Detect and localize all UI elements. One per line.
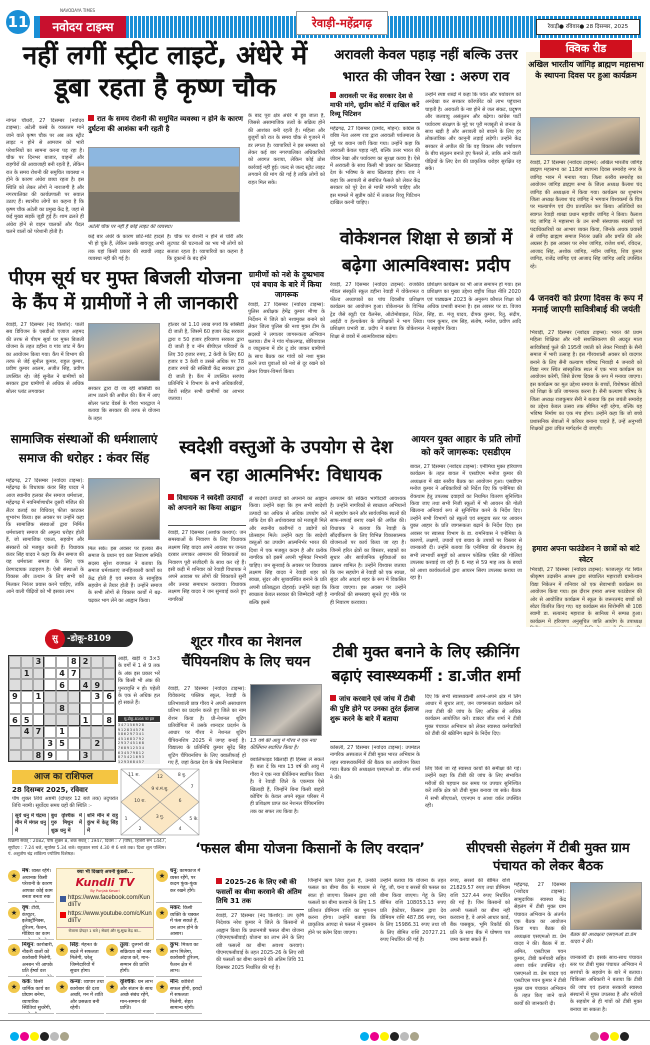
- sudoku-cell: [44, 656, 56, 668]
- horoscope-item: ★ वृष: टीवी, कंप्यूटर, इलेक्ट्रॉनिक्स, टूरिज्म, फैशन, मीडिया का काम: [8, 905, 54, 940]
- sudoku-cell: [33, 703, 45, 715]
- zodiac-text: धन लाभ और संतान के साथ अच्छे संबंध रहेंगे, मान-सम्मान की प्राप्ति।: [120, 980, 153, 1011]
- zodiac-icon: ★: [156, 907, 168, 919]
- zodiac-icon: ★: [8, 870, 20, 882]
- ad-youtube[interactable]: [60, 911, 153, 925]
- zodiac-text: कोशिशें सफल होंगी, इरादों में सफलता मिलेगी, सेहत सामान्य रहेगी।: [170, 980, 202, 1011]
- sudoku-answer-row: 451683792: [118, 736, 145, 741]
- aravali-subhead-text: अरावली पर केंद्र सरकार देश से माफी मांगे, सुप्रीम कोर्ट में दाखिल करें रिव्यू पिटिशन: [330, 92, 420, 118]
- zodiac-sign: सिंह: [70, 942, 79, 948]
- bottom-rule: [0, 1020, 650, 1021]
- iron-headline: आयरन युक्त आहार के प्रति लोगों को करें जागरूक: एसडीएम: [411, 435, 521, 458]
- kundli-house-label: 3 गु.: [155, 815, 165, 820]
- sudoku-cell: [68, 750, 80, 762]
- lead-col2: कई बार अंधेरे के कारण छोटे-मोटे हादसे भी हो चुके हैं, लेकिन उसके बावजूद अभी तक यहां किसी प्रकार की स्थायी लाइट व्यवस्था नहीं की गई है।: [88, 234, 164, 263]
- horoscope-item: ★ मीन: कोशिशें सफल होंगी, इरादों में सफलता मिलेगी, सेहत सामान्य रहेगी।: [156, 979, 202, 1014]
- zodiac-text: मित्रता का लाभ मिलेगा, कारोबारी टूरिज्म, फैशन क्षेत्र में लाभ।: [170, 943, 200, 974]
- registration-marks-center: [360, 1026, 420, 1045]
- page-number: 11: [6, 10, 30, 34]
- sudoku-answer-row: 875421693: [118, 755, 145, 760]
- zodiac-icon: ★: [156, 944, 168, 956]
- sudoku-cell: [103, 703, 115, 715]
- sudoku-cell: [21, 679, 33, 691]
- sudoku-answer-row: 586297341: [118, 732, 145, 737]
- sudoku-cell: [91, 668, 103, 680]
- sudoku-cell: [68, 726, 80, 738]
- sudoku-cell: 3: [44, 738, 56, 750]
- aravali-col2: उन्होंने स्पष्ट शब्दों में कहा कि पर्वत और पर्यावरण को अनदेखा कर सरकार कॉरपोरेट को लाभ पहुंचाना चाहती है। अरावली के नष्ट होने से जल संकट, प्रदूषण और जलवायु असंतुलन और बढ़ेगा। कांग्रेस पार्टी पर्यावरण संरक्षण के मुद्दे पर पूरी मजबूती से जनता के साथ खड़ी है और अरावली को बचाने के लिए हर लोकतांत्रिक और कानूनी लड़ाई लड़ेगी। उन्होंने केंद्र सरकार से अपील की कि वह विकास और पर्यावरण के बीच संतुलन बनाते हुए फैसले ले, ताकि आने वाली पीढ़ियों के लिए देश की प्राकृतिक धरोहर सुरक्षित रह सके।: [425, 92, 521, 173]
- sudoku-cell: [44, 668, 56, 680]
- quick-item1-photo: [530, 117, 640, 155]
- zodiac-sign: मकर: [170, 905, 180, 911]
- divider: [330, 741, 420, 742]
- kundli-house-label: 6: [178, 799, 182, 804]
- sudoku-cell: [91, 750, 103, 762]
- rashifal-title: आज का राशिफल: [12, 770, 118, 784]
- sudoku-cell: [44, 691, 56, 703]
- sudoku-answer-row: 293745168: [118, 741, 145, 746]
- sudoku-cell: [103, 679, 115, 691]
- sudoku-cell: 1: [33, 691, 45, 703]
- sudoku-cell: 7: [68, 668, 80, 680]
- zodiac-text: किसी धार्मिक कार्य का प्रोग्राम बनेगा, व्यापारिक स्थितियां सुधरेंगी,: [22, 980, 52, 1011]
- vocational-headline: वोकेशनल शिक्षा से छात्रों में बढ़ेगा आत्मविश्वास: प्रदीप: [339, 229, 513, 276]
- sudoku-banner-letter: सु: [45, 629, 65, 649]
- sudoku-cell: 1: [21, 668, 33, 680]
- quick-item1-body: रेवाड़ी, 27 दिसम्बर (नवोदय टाइम्स): अखिल भारतीय जांगिड़ ब्राह्मण महासभा का 118वां स्थापना दिवस समारोह नगर के जांगिड़ भवन में मनाया गया। जिला स्तरीय समारोह का आयोजन जांगिड़ ब्राह्मण सभा के जिला अध्यक्ष कैलाश चंद जांगिड़ की अध्यक्षता में किया गया। कार्यक्रम का शुभारंभ जिला अध्यक्ष कैलाश चंद जांगिड़ ने भगवान विश्वकर्मा के चित्र पर माल्यार्पण एवं दीप प्रज्वलित कर किया। अतिथियों का स्वागत रेवाड़ी शाखा प्रधान महावीर जांगिड़ ने किया। कैलाश चंद जांगिड़ ने महासभा के उन सभी संस्थापक सदस्यों एवं पदाधिकारियों का आभार व्यक्त किया, जिनके अथक प्रयासों से जांगिड़ ब्राह्मण समाज निरंतर उन्नति और प्रगति की ओर अग्रसर है। इस अवसर पर रमेश जांगिड़, राजेश शर्मा, रविदत्त, आजाद सिंह, अशोक जांगिड़, नवीन जांगिड़, शिव कुमार जांगिड़, राजेंद्र जांगिड़ एवं आजाद सिंह जांगिड़ आदि उपस्थित रहे।: [530, 160, 642, 270]
- sudoku-cell: 8: [68, 656, 80, 668]
- kundli-chart: [120, 768, 200, 836]
- quick-item3-headline: हमारा अपना फाउंडेशन ने छात्रों को बांटे स्वेटर: [532, 544, 640, 564]
- zodiac-text: कारोबारी, नौकरी वालों को कारोबारी मिलेगी, अनबन भी आपके प्रति ईर्ष्या वश: [22, 943, 54, 974]
- tb-col3: लिए किये जा रहे स्वास्थ्य कार्यों की समीक्षा की गई। उन्होंने कहा कि टीबी की जांच के लिए संभावित मरीजों की पहचान कर समय पर उपचार सुनिश्चित करें ताकि क्षेत्र को टीबी मुक्त बनाया जा सके। बैठक में सभी सीएचओ, एएनएम व आशा वर्कर उपस्थित रहीं।: [425, 766, 521, 810]
- zodiac-sign: मीन: [170, 979, 178, 985]
- nasha-headline: ग्रामीणों को नशे के दुष्प्रभाव एवं बचाव के बारे में किया जागरूक: [248, 270, 325, 299]
- samaj-col1: महेंद्रगढ़, 27 दिसम्बर (नवोदय टाइम्स): महेंद्रगढ़ के विधायक कंवर सिंह यादव ने आज स्थानीय हलका सैन समाज धर्मशाला, महेंद्रगढ़ में नवनिर्माणाधीन दूसरी मंजिल की लैंटर डलाई का विधिवत् फीता काटकर शुभारंभ किया। इस अवसर पर उन्होंने कहा कि सामाजिक संस्थाओं द्वारा निर्मित धर्मशालाएं समाज की अमूल्य धरोहर होती हैं, जो सामाजिक एकता, सहयोग और संस्कारों को मजबूत करती हैं। विधायक कंवर सिंह यादव ने कहा कि सैन समाज की यह धर्मशाला समाज के लिए एक प्रेरणादायक उदाहरण है। ऐसी संस्थाओं के विकास और उत्थान के लिए सभी को मिलकर निरंतर प्रयास करने चाहिए, ताकि आने वाली पीढ़ियों को भी इसका लाभ: [6, 478, 84, 596]
- tb-subhead-text: जांच करवाने एवं जांच में टीबी की पुष्टि होने पर उनका तुरंत ईलाज शुरू करने के बारे में बताया: [330, 695, 419, 723]
- zodiac-sign: धनु: [170, 868, 177, 874]
- sudoku-cell: [9, 656, 21, 668]
- sudoku-cell: [68, 703, 80, 715]
- zodiac-icon: ★: [8, 944, 20, 956]
- sudoku-cell: [44, 714, 56, 726]
- sudoku-cell: [68, 691, 80, 703]
- horoscope-item: ★ मिथुन: कारोबारी, नौकरी वालों को कारोबारी मिलेगी, अनबन भी आपके प्रति ईर्ष्या वश: [8, 942, 54, 977]
- horoscope-item: ★ कन्या: व्यापार तथा कारोबार की दशा अच्छी, मन में शांति और प्रसन्नता बनी रहेगी।: [56, 979, 104, 1014]
- youtube-link[interactable]: https://www.youtube.com/c/KundliTv: [68, 911, 152, 924]
- sudoku-cell: [103, 668, 115, 680]
- sudoku-cell: 6: [103, 691, 115, 703]
- fasal-col3: उन्होंने बताया कि योजना के तहत गेहूं, जौ, चना व सरसों की फसल का बीमा किया जाएगा। गेहूं के लिए बीमित राशि 108053.13 रुपए प्रति हेक्टेयर, किसान द्वारा देय प्रीमियम राशि 487.86 रुपए, चना के लिए 15986.31 रुपए तथा जौ के लिए बीमित राशि 20727.21 रुपए निर्धारित की गई है।: [380, 878, 446, 944]
- chc-caption: बैठक की अध्यक्षता एसएमओ डा.प्रेम यादव ने की।: [570, 932, 636, 945]
- chc-col2: जानकारी दी। इसके साथ-साथ पंचायत स्तर पर टीबी मुक्त पंचायत अभियान में सरपंचों के सहयोग के बारे में बताया। चिकित्सा अधिकारी ने बताया कि टीबी की जांच एवं इलाज सरकारी स्वास्थ्य संस्थानों में मुफ्त उपलब्ध है और मरीजों के सहयोग से ही गांवों को टीबी मुक्त बनाया जा सकता है।: [570, 955, 642, 1013]
- shooter-caption: 13 वर्ष की आयु में गौरव ने एक नया कीर्तिमान स्थापित किया है।: [250, 738, 317, 751]
- horoscope-item: ★ मकर: किसी व्यक्ति के चक्कर में फंस सकते हैं, धन लाभ होने के आसार।: [156, 905, 202, 940]
- kundli-house-label: 2: [138, 827, 142, 832]
- zodiac-sign: वृश्चिक: [120, 979, 135, 985]
- sudoku-cell: 9: [44, 750, 56, 762]
- kundli-house-label: 7: [190, 785, 194, 790]
- pm-headline: पीएम सूर्य घर मुफ्त बिजली योजना के कैंप में ग्रामीणों ने ली जानकारी: [8, 268, 242, 314]
- youtube-icon: [60, 912, 66, 918]
- sudoku-cell: [33, 668, 45, 680]
- sudoku-cell: [68, 679, 80, 691]
- pm-col3: होल्डर को 1.10 लाख रुपये कि सब्सिडी दी जाती है, जिसमें 60 हजार केंद्र सरकार द्वारा व 50 हजार हरियाणा सरकार द्वारा दी जाती है व नॉन बीपीएल परिवारों के लिए 30 हजार रुपए, 2 केवी के लिए 60 हजार व 3 केवी व उससे अधिक पर 78 हजार रुपये की सब्सिडी केंद्र सरकार द्वारा दी जाती है। कैंप में उपस्थित सरपंच प्रतिनिधि ने विभाग के सभी अधिकारियों, वेंडरों सहित सभी ग्रामीणों का आभार जताया।: [168, 322, 244, 403]
- kundli-house-label: 10 रा.: [134, 799, 146, 804]
- facebook-link[interactable]: https://www.facebook.com/KundliTv: [68, 895, 151, 908]
- sudoku-answer-row: 129368457: [118, 759, 145, 764]
- edition-label: रेवाड़ी-महेंद्रगढ़: [296, 11, 388, 35]
- aravali-col1: महेंद्रगढ़, 27 दिसम्बर (प्रमोद, मोहन): कांग्रेस के वरिष्ठ नेता अरुण राव द्वारा अरावली पर्वतमाला के मुद्दे पर बयान जारी किया गया। उन्होंने कहा कि अरावली केवल पहाड़ नहीं, बल्कि उत्तर भारत की जीवन रेखा और पर्यावरण का सुरक्षा कवच है। ऐसे में अरावली के साथ किसी भी प्रकार का खिलवाड़ देश के भविष्य के साथ खिलवाड़ होगा। राव ने कहा कि अरावली से संबंधित फैसले को लेकर केंद्र सरकार को पूरे देश से माफी मांगनी चाहिए और इस मामले में सुप्रीम कोर्ट में तत्काल रिव्यू पिटिशन दाखिल करनी चाहिए।: [330, 126, 420, 207]
- samaj-headline: सामाजिक संस्थाओं की धर्मशालाएं समाज की धरोहर : कंवर सिंह: [10, 432, 158, 465]
- sudoku-cell: 4: [80, 679, 92, 691]
- sudoku-cell: [44, 703, 56, 715]
- sudoku-cell: [9, 679, 21, 691]
- zodiac-text: व्यस्त रहेंगे। अचानक किसी परेशानी के कारण आपका कोई काम बनता बनता रुक: [22, 869, 53, 900]
- sudoku-answer-row: 912834576: [118, 727, 145, 732]
- kundli-house-label: 12: [157, 775, 163, 780]
- zodiac-icon: ★: [56, 944, 68, 956]
- sudoku-cell: 8: [56, 703, 68, 715]
- swadeshi-subhead: [168, 494, 246, 513]
- sudoku-cell: 7: [33, 726, 45, 738]
- sudoku-cell: 8: [103, 714, 115, 726]
- sudoku-cell: 9: [9, 691, 21, 703]
- rashifal-footer: विक्रमी संवत् : 2082, पौष शुक्ल 8, शक संवत् : 1947, दिवस : 7 (पौष), हिजरी सन 1447, सूर्योदय : 7.24 बजे, सूर्यास्त 5.34 बजे। राहुकाल सायं 4.30 से 6 बजे तक। दिशा शूल पश्चिम। पं. अशुतोष चंद्र शांडिल्य ज्योतिष विशेषज्ञ।: [8, 838, 166, 860]
- zodiac-sign: मिथुन: [22, 942, 34, 948]
- lead-col1: नांगल चौधरी, 27 दिसम्बर (नवोदय टाइम्स): अटेली कस्बे के व्यस्ततम माने जाने वाले कृष्ण चौक पर अब तक स्ट्रीट लाइट न होने से आमजन को भारी परेशानियों का सामना करना पड़ रहा है। चौक पर दिनभर बाजार, वाहनों और राहगीरों की आवाजाही बनी रहती है, लेकिन रात के समय रोशनी की समुचित व्यवस्था न होने के कारण अंधेरा छाया रहता है। इस स्थिति को लेकर लोगों ने नाराजगी है और नगरपालिका की कार्यप्रणाली पर सवाल उठाए हैं। स्थानीय लोगों का कहना है कि कृष्ण चौक अटेली का प्रमुख केंद्र है, जहां से कई मुख्य सड़कें जुड़ी हुई हैं। शाम ढलते ही अंधेरा होने से वाहन चालकों और पैदल चलने वालों को परेशानी होती है।: [6, 118, 84, 236]
- sudoku-cell: [21, 750, 33, 762]
- sudoku-cell: [21, 738, 33, 750]
- sudoku-grid: [8, 655, 116, 762]
- lead-caption: अटेली चौक पर नहीं है कोई लाइट की व्यवस्था।: [88, 224, 173, 230]
- registration-marks-right: [590, 1026, 630, 1045]
- swadeshi-col2: से स्वदेशी उत्पादों को अपनाने का आह्वान किया। उन्होंने कहा कि हम सभी स्वदेशी उत्पादों का अधिक से अधिक उपयोग करें ताकि देश की अर्थव्यवस्था को मजबूती मिले और स्थानीय कारीगरों व उद्योगों को प्रोत्साहन मिले। उन्होंने कहा कि स्वदेशी वस्तुओं का उपयोग आत्मनिर्भर भारत की दिशा में एक मजबूत कदम है और प्रत्येक नागरिक को इसमें अपनी भूमिका निभानी चाहिए। जन सुनवाई के अवसर पर विधायक लक्ष्मण सिंह यादव ने रेवाड़ी शहर को स्वच्छ, सुंदर और सुव्यवस्थित बनाने के प्रति अपनी प्रतिबद्धता दोहराई। उन्होंने कहा कि स्वच्छता केवल सरकार की जिम्मेदारी नहीं है बल्कि इसमें: [249, 496, 327, 606]
- sudoku-cell: 4: [21, 726, 33, 738]
- lead-subhead: [88, 115, 244, 134]
- swadeshi-headline: स्वदेशी वस्तुओं के उपयोग से देश बन रहा आत्मनिर्भर: विधायक: [179, 437, 393, 486]
- sudoku-answer-grid: [118, 723, 160, 764]
- fasal-headline: ‘फसल बीमा योजना किसानों के लिए वरदान’: [195, 841, 425, 857]
- sudoku-cell: 2: [80, 656, 92, 668]
- kundli-house-label: 1: [124, 817, 128, 822]
- zodiac-icon: ★: [106, 981, 118, 993]
- horoscope-item: ★ सिंह: मेहनत के बदले में सफलता मिलेगी, घरेलू जिम्मेदारियों में सुधार होगा।: [56, 942, 104, 977]
- shooter-col2: क्वालिफाइड खिलाड़ी ही हिस्सा ले सकते हैं। बता दें कि मात्र 13 वर्ष की आयु में गौरव ने एक नया कीर्तिमान स्थापित किया है। वे रेवाड़ी जिले के एकमात्र ऐसे खिलाड़ी हैं, जिन्होंने बिना किसी बाहरी कोचिंग के केवल अपने स्कूल परिसर में ही प्रशिक्षण प्राप्त कर नेशनल चैंपियनशिप तक का सफर तय किया है।: [250, 757, 324, 815]
- ad-facebook[interactable]: [60, 895, 153, 909]
- sudoku-cell: [103, 726, 115, 738]
- zodiac-sign: मेष: [22, 868, 29, 874]
- shooter-photo: [250, 684, 322, 736]
- sudoku-cell: 9: [91, 679, 103, 691]
- fasal-col4: रुपए, सरसों की बीमित राशि 21829.57 रुपए तथा प्रीमियम राशि 327.44 रुपए निर्धारित की गई है। जिन किसानों को अपनी फसलों का बीमा नहीं करवाना है, वे अपने आधार कार्ड, बैंक पासबुक, भूमि रिकॉर्ड की प्रति के साथ बैंक में घोषणा पत्र जमा करवा सकते हैं।: [450, 878, 510, 944]
- zodiac-icon: ★: [156, 870, 168, 882]
- aravali-headline: अरावली केवल पहाड़ नहीं बल्कि उत्तर भारत की जीवन रेखा : अरुण राव: [334, 47, 518, 85]
- registration-marks-left: [10, 1026, 70, 1045]
- sudoku-cell: 3: [80, 750, 92, 762]
- ad-logo: Kundli TV: [75, 876, 135, 889]
- sudoku-cell: [56, 656, 68, 668]
- lead-subhead-text: रात के समय रोशनी की समुचित व्यवस्था न होने के कारण दुर्घटना की आशंका बनी रहती है: [88, 115, 243, 133]
- sudoku-cell: 4: [56, 668, 68, 680]
- zodiac-text: दुश्मनों की सक्रियता को नजर अंदाज करें, मान-सम्मान की प्राप्ति होगी।: [120, 943, 152, 974]
- zodiac-icon: ★: [106, 944, 118, 956]
- sudoku-cell: [9, 703, 21, 715]
- samaj-photo: [88, 478, 160, 540]
- horoscope-item: ★ कर्क: किसी धार्मिक कार्य का प्रोग्राम बनेगा, व्यापारिक स्थितियां सुधरेंगी,: [8, 979, 54, 1014]
- fasal-col2: जिन्होंने ऋण लिया हुआ है, उनकी फसल का बीमा बैंक के माध्यम से स्वतः हो जाएगा। किसान द्वारा रबी फसलों का बीमा करवाने के लिए 1.5 प्रतिशत प्रीमियम राशि का भुगतान करना होगा। उन्होंने बताया कि प्राकृतिक आपदा से फसल में नुकसान होने पर क्लेम दिया जाएगा।: [308, 878, 376, 936]
- chc-photo: [570, 882, 642, 930]
- sudoku-cell: [9, 750, 21, 762]
- sudoku-cell: [56, 691, 68, 703]
- facebook-icon: [60, 896, 66, 902]
- sudoku-cell: [80, 703, 92, 715]
- tb-col1: कोसली, 27 दिसम्बर (नवोदय टाइम्स): उपमंडल नागरिक अस्पताल में टीबी मुक्त भारत अभियान के तहत स्वास्थ्यकर्मियों की बैठक का आयोजन किया गया। बैठक की अध्यक्षता एसएमओ डा. जीत शर्मा ने की।: [330, 745, 420, 781]
- date-line: रेवाड़ी● रविवार● 28 दिसम्बर, 2025: [536, 19, 640, 35]
- planet-box: सूर्य धनु में चंद्रमा मीन में मंगल धनु में: [12, 813, 46, 835]
- sudoku-cell: 5: [56, 738, 68, 750]
- sudoku-cell: [56, 714, 68, 726]
- kundli-house-label: 8 बु.: [177, 773, 187, 778]
- sudoku-cell: [21, 703, 33, 715]
- zodiac-icon: ★: [56, 981, 68, 993]
- rashifal-planet-boxes: [12, 813, 118, 835]
- sudoku-cell: [68, 714, 80, 726]
- zodiac-text: किसी व्यक्ति के चक्कर में फंस सकते हैं, धन लाभ होने के आसार।: [170, 906, 200, 937]
- ad-logo-sub: By Punjab Kesari: [90, 889, 120, 893]
- divider: [168, 525, 246, 526]
- sudoku-cell: [103, 750, 115, 762]
- sudoku-cell: 3: [33, 656, 45, 668]
- nasha-body: रेवाड़ी, 27 दिसम्बर (नवोदय टाइम्स): पुलिस अधीक्षक हेमेंद्र कुमार मीणा के निर्देशन में जिले को नशामुक्त बनाने को लेकर जिला पुलिस की नशा मुक्त टीम के सदस्यों ने लगातार जागरूकता अभियान चलाया। टीम ने गांव गोकलगढ़, बोरियावास व जाटूसाना में डोर टू डोर जाकर ग्रामीणों के साथ बैठक कर गांवों को नशा मुक्त करने तथा युवाओं को नशे से दूर रखने को लेकर विचार-विमर्श किया।: [248, 302, 325, 375]
- sudoku-cell: [80, 738, 92, 750]
- swadeshi-col3: आमजन की सक्रिय भागीदारी आवश्यक है। उन्होंने नागरिकों से स्वच्छता अभियानों में सहयोग करने और सार्वजनिक स्थलों की साफ-सफाई बनाए रखने की अपील की। विधायक ने बताया कि रेवाड़ी के सौंदर्यीकरण के लिए विभिन्न विकासात्मक योजनाओं पर कार्य किया जा रहा है। जिनमें हरित क्षेत्रों का विस्तार, सड़कों का सुधार और सार्वजनिक सुविधाओं का उन्नयन शामिल है। उन्होंने विश्वास जताया कि जन सहयोग से रेवाड़ी को एक स्वच्छ, सुंदर और आदर्श शहर के रूप में विकसित किया जाएगा। इस अवसर पर उन्होंने नागरिकों की समस्याएं सुनते हुए मौके पर ही निवारण करवाया।: [330, 496, 406, 606]
- sudoku-cell: [21, 656, 33, 668]
- quick-item3-body: भिवाड़ी, 27 दिसम्बर (नवोदय टाइम्स): फाजलपुर गेट स्थित श्रीकृष्ण उदासीन आश्रम द्वारा संचालित महाराजी ग्रामोत्थान विद्या निकेतन में शनिवार को एक सेवाभावी कार्यक्रम का आयोजन किया गया। इस दौरान हमारा अपना फाउंडेशन की ओर से आयोजित कार्यक्रम में स्कूल के जरूरतमंद बच्चों को स्वेटर वितरित किए गए। यह कार्यक्रम संत शिरोमणि श्री 108 स्वामी डा. सत्यानंद महाराज के सानिध्य में सम्पन्न हुआ। कार्यक्रम में हरियाणा अनुसूचित जाति आयोग के उपाध्यक्ष: [530, 567, 642, 625]
- zodiac-text: कामकाज में व्यस्त रहेंगे, पर कदम फूंक-फूंक कर रखने होंगे।: [170, 869, 201, 894]
- sudoku-cell: [56, 750, 68, 762]
- rashifal-text: पौष शुक्ल तिथि अष्टमी (दोपहर 12 बजे तक) तदुपरांत तिथि नवमी। सूर्योदय समय ग्रहों की स्थिति :-: [12, 796, 118, 810]
- sudoku-instructions: आड़ी, खड़ी व 3×3 के वर्गों में 1 से 9 तक के अंक इस प्रकार भरें कि किसी भी अंक की पुनरावृत्ति न हो। पहेली के एक से अधिक हल हो सकते हैं।: [118, 656, 160, 707]
- iron-body: बावल, 27 दिसम्बर (नवोदय टाइम्स): एनीमिया मुक्त हरियाणा कार्यक्रम के तहत बावल में एसडीएम मनोज कुमार की अध्यक्षता में खंड स्तरीय बैठक का आयोजन हुआ। एसडीएम मनोज कुमार ने अधिकारियों को निर्देश दिए कि एनीमिया की रोकथाम हेतु उपलब्ध दवाइयों का नियमित वितरण सुनिश्चित किया जाए तथा सभी निजी स्कूलों में भी आयरन की गोली खिलाना अनिवार्य रूप से सुनिश्चित करने के निर्देश दिए। उन्होंने सभी विभागों को स्कूलों एवं समुदाय स्तर पर आयरन युक्त आहार के प्रति जागरूकता बढ़ाने के निर्देश दिए। इस अवसर पर स्वास्थ्य विभाग के डा. रामनिवास ने एनीमिया के कारणों, लक्षणों, उपायों एवं बचाव के उपायों पर विस्तार से जानकारी दी। उन्होंने बताया कि एनीमिया की रोकथाम हेतु सभी लाभार्थी समूहों को आयरन फोलिक एसिड की गोलियां उपलब्ध करवाई जा रही हैं। 6 माह से 59 माह तक के बच्चों को आशा कार्यकर्ताओं द्वारा आयरन सिरप उपलब्ध कराया जा रहा है।: [410, 464, 522, 582]
- quick-item1-headline: अखिल भारतीय जांगिड़ ब्राह्मण महासभा के स्थापना दिवस पर हुआ कार्यक्रम: [528, 60, 644, 80]
- shooter-col1: रेवाड़ी, 27 दिसम्बर (नवोदय टाइम्स): विवेकानंद पब्लिक स्कूल, रेवाड़ी के प्रतिभाशाली छात्र गौरव ने अपनी असाधारण प्रतिभा का प्रदर्शन करते हुए जिले का नाम रोशन किया है। प्री-नेशनल शूटिंग प्रतियोगिता में उसके शानदार प्रदर्शन के आधार पर गौरव ने नेशनल शूटिंग चैंपियनशिप 2025 में जगह बनाई है। विद्यालय के प्रतिनिधि कुमार सुरेंद्र सिंह शूटिंग चैंपियनशिप के लिए क्वालीफाई हो गए हैं, जहां केवल देश के श्रेष्ठ निशानेबाज: [168, 686, 246, 767]
- sudoku-cell: [9, 726, 21, 738]
- sudoku-cell: [80, 726, 92, 738]
- zodiac-icon: ★: [156, 981, 168, 993]
- kundli-ad: [56, 868, 154, 940]
- sudoku-banner: [45, 631, 133, 647]
- sudoku-cell: [91, 726, 103, 738]
- kundli-house-label: 5 के.: [189, 817, 199, 822]
- divider: [330, 122, 420, 123]
- pm-col1: रेवाड़ी, 27 दिसम्बर (नंद किशोर): पाली सब डिविजन के एसडीओ एजाज अहमद की तरफ से पीएम सूर्या घर मुफ्त बिजली योजना के तहत डहीना व गांव जांट में कैंप का आयोजन किया गया। कैंप में विभाग की तरफ से जेई सुनील कुमार, राहुल कुमार, प्रवीण कुमार आलम, अजीत सिंह, प्रवीण उपस्थित रहे। जेई सुनील ने ग्रामीणों को सरकार द्वारा ग्रामीणों से अधिक से अधिक सोलर प्लांट लगवाकर: [6, 322, 84, 395]
- zodiac-text: व्यापार तथा कारोबार की दशा अच्छी, मन में शांति और प्रसन्नता बनी रहेगी।: [70, 980, 104, 1011]
- sudoku-cell: [33, 679, 45, 691]
- sudoku-cell: 6: [56, 679, 68, 691]
- divider: [216, 909, 304, 910]
- sudoku-cell: 5: [21, 714, 33, 726]
- sudoku-cell: [68, 738, 80, 750]
- zodiac-icon: ★: [8, 981, 20, 993]
- sudoku-answer-row: 634579812: [118, 750, 145, 755]
- swadeshi-subhead-text: विधायक ने स्वदेशी उत्पादों को अपनाने का किया आह्वान: [168, 494, 244, 512]
- fasal-col1: रेवाड़ी, 27 दिसम्बर (नंद किशोर): उप कृषि निदेशक नरेश कुमार ने जिले के किसानों से आह्वान किया कि प्रधानमंत्री फसल बीमा योजना (पीएमएफबीवाई) योजना का लाभ लेने के लिए रबी फसलों का बीमा अवश्य करवाएं। पीएमएफबीवाई के तहत 2025-26 के लिए रबी की फसलों का बीमा करवाने की अंतिम तिथि 31 दिसम्बर 2025 निर्धारित की गई है।: [216, 913, 304, 971]
- sudoku-cell: [21, 691, 33, 703]
- sudoku-cell: [44, 679, 56, 691]
- sudoku-cell: [80, 668, 92, 680]
- zodiac-sign: कर्क: [22, 979, 31, 985]
- tb-col2: दिए कि सभी स्वास्थ्यकर्मी अपने-अपने क्षेत्र में लिंग आधार में सुधार लाएं, जन जागरूकता कार्यक्रम करें तथा टीबी की जांच के लिए अधिक से अधिक कार्यक्रम आयोजित करें। डाक्टर जीत शर्मा ने टीबी मुक्त पंचायत अभियान को लेकर स्वास्थ्य कर्मचारियों को टीबी की स्क्रीनिंग बढ़ाने के निर्देश दिए।: [425, 694, 521, 738]
- sudoku-cell: 6: [9, 714, 21, 726]
- rashifal-date: 28 दिसम्बर 2025, रविवार: [12, 786, 88, 794]
- horoscope-item: ★ धनु: कामकाज में व्यस्त रहेंगे, पर कदम फूंक-फूंक कर रखने होंगे।: [156, 868, 202, 903]
- horoscope-item: ★ वृश्चिक: धन लाभ और संतान के साथ अच्छे संबंध रहेंगे, मान-सम्मान की प्राप्ति।: [106, 979, 154, 1014]
- swadeshi-col1: रेवाड़ी, 27 दिसम्बर (अशोक कश्यप): जन समस्याओं के निवारण के लिए विधायक लक्ष्मण सिंह यादव अपने आवास पर जनता दरबार लगाकर आमजन की शिकायतों का निवारण पूरी संजीदगी के साथ कर रहे हैं। इसी कड़ी में शनिवार को रेवाड़ी विधायक ने अपने आवास पर लोगों की शिकायतें सुनीं और उनका समाधान करवाया। विधायक लक्ष्मण सिंह यादव ने जन सुनवाई करते हुए नागरिकों: [168, 530, 246, 603]
- fasal-subhead: [216, 878, 304, 907]
- horoscope-item: ★ मेष: व्यस्त रहेंगे। अचानक किसी परेशानी के कारण आपका कोई काम बनता बनता रुक: [8, 868, 54, 903]
- sudoku-cell: [80, 691, 92, 703]
- sudoku-cell: [33, 714, 45, 726]
- brand-logo: नवोदय टाइम्स: [34, 16, 126, 38]
- lead-col3: है। चौक पर रोशनी न होने से चोरी और लूटपाट की घटनाओं का भय भी लोगों को सताता रहता है। व्यापारियों का कहना है कि दुकानों के बंद होने: [167, 234, 243, 263]
- horoscope-item: ★ तुला: दुश्मनों की सक्रियता को नजर अंदाज करें, मान-सम्मान की प्राप्ति होगी।: [106, 942, 154, 977]
- zodiac-text: टीवी, कंप्यूटर, इलेक्ट्रॉनिक्स, टूरिज्म, फैशन, मीडिया का काम: [22, 906, 50, 937]
- brand-small: NAVODAYA TIMES: [60, 8, 96, 13]
- sudoku-cell: [33, 738, 45, 750]
- pm-col2: सरकार द्वारा दी जा रही सब्सिडी का लाभ उठाने की अपील की। कैंप में आए सोलर प्लांट वेंडर्स के गौरव भारद्वाज ने बताया कि सरकार की तरफ से योजना के तहत: [88, 386, 160, 422]
- ad-tagline: क्या भी दिखाएं अपनी कुंडली...: [76, 870, 133, 875]
- sudoku-cell: [9, 668, 21, 680]
- sudoku-answer-row: 347156928: [118, 723, 145, 727]
- vocational-col1: रेवाड़ी, 27 दिसम्बर (नवोदय टाइम्स): राजकीय मॉडल संस्कृति स्कूल डहीना रेवाड़ी में वोकेशनल व फील्ड अध्यापकों का पांच दिवसीय प्रशिक्षण कार्यक्रम का आयोजन हुआ। वोकेशनल के विभिन्न ट्रेड जैसे ब्यूटी एंड वैलनेस, ऑटोमोबाइल, रिटेल, आईटी व हेल्थकेयर के प्रशिक्षकों ने भाग लिया। प्रशिक्षण प्रभारी डा. प्रदीप ने बताया कि वोकेशनल शिक्षा से छात्रों में आत्मविश्वास बढ़ेगा।: [330, 282, 424, 340]
- tb-subhead: [330, 694, 420, 724]
- zodiac-sign: कन्या: [70, 979, 81, 985]
- zodiac-text: मेहनत के बदले में सफलता मिलेगी, घरेलू जिम्मेदारियों में सुधार होगा।: [70, 943, 99, 974]
- samaj-col2: मिल सके। इस अवसर पर हलका सैन समाज के प्रधान एवं कष्ट निवारण समिति सदस्य सुरेश राजपाल ने बताया कि समाज धर्मशालाएं जनहितकारी कार्यों का केंद्र होती हैं एवं समाज के सामूहिक सहयोग से तैयार होती हैं। उन्होंने समाज के सभी लोगों से विकास कार्यों में बढ़-चढ़कर भाग लेने का आह्वान किया।: [88, 546, 162, 604]
- lead-col4: के बाद पूरा क्षेत्र अंधेरे में डूब जाता है, जिससे असामाजिक तत्वों के सक्रिय होने की आशंका बनी रहती है। महिला और बुजुर्गों को रात के समय चौक से गुजरने में डर लगता है। व्यापारियों ने इस समस्या को लेकर कई बार नगरपालिका अधिकारियों को अवगत कराया, लेकिन कोई ठोस कार्रवाई नहीं हुई। जल्द से जल्द स्ट्रीट लाइट लगवाने की मांग की गई है ताकि लोगों को राहत मिल सके।: [248, 113, 325, 186]
- kundli-house-label: 9 चं.मं.शु.: [151, 787, 169, 792]
- quick-item2-headline: 4 जनवरी को प्रेरणा दिवस के रूप में मनाई जाएगी सावित्रीबाई की जयंती: [529, 294, 643, 315]
- sudoku-cell: 3: [91, 691, 103, 703]
- lead-photo: [88, 147, 240, 222]
- pm-photo: [88, 323, 160, 381]
- chc-col1: महेंद्रगढ़, 27 दिसम्बर (नवोदय टाइम्स): सामुदायिक स्वास्थ्य केंद्र सेहलंग में टीबी मुक्त ग्राम पंचायत अभियान के अंतर्गत एक बैठक का आयोजन किया गया। बैठक की अध्यक्षता एसएमओ डा. प्रेम यादव ने की। बैठक में डा. अमित, एसटीएस पवन कुमार, टीबी कर्मचारी सहित आशा वर्कर उपस्थित रहे। एसएमओ डा. प्रेम यादव एवं एसटीएस पवन कुमार ने टीबी मुक्त ग्राम पंचायत अभियान के तहत किए जाने वाले कार्यों की जानकारी दी।: [514, 882, 566, 1007]
- sudoku-cell: [44, 726, 56, 738]
- sudoku-answer-title: सु-डोकू-8108 का हल: [118, 716, 160, 722]
- sudoku-cell: 1: [56, 726, 68, 738]
- sudoku-cell: [91, 714, 103, 726]
- sudoku-cell: [91, 656, 103, 668]
- quick-item2-body: भिवाड़ी, 27 दिसम्बर (नवोदय टाइम्स): भारत की प्रथम महिला शिक्षिका और नारी सशक्तिकरण की अग्रदूत माता सावित्रीबाई फुले की 195वीं जयंती को लेकर भिवाड़ी के सैनी समाज में भारी उत्साह है। इस गौरवशाली अवसर को यादगार बनाने के लिए सैनी कल्याण परिषद भिवाड़ी 4 जनवरी को विद्या नगर स्थित सांस्कृतिक स्थल में एक भव्य कार्यक्रम का आयोजन करेगी, जिसे प्रेरणा दिवस के रूप में मनाया जाएगा। इस कार्यक्रम का मूल उद्देश्य समाज के बच्चों, विशेषकर बेटियों को शिक्षा के प्रति जागरूक करना है। सैनी कल्याण परिषद के जिला अध्यक्ष राजकुमार सैनी ने बताया कि इस जयंती समारोह का उद्देश्य केवल उत्सव तक सीमित नहीं रहेगा, बल्कि यह भविष्य निर्माण का एक मंच होगा। उन्होंने कहा कि जो बच्चे प्रशासनिक सेवाओं में करियर बनाना चाहते हैं, उन्हें अनुभवी शिक्षकों द्वारा उचित मार्गदर्शन दी जाएगी।: [530, 330, 642, 433]
- chc-headline: सीएचसी सेहलंग में टीबी मुक्त ग्राम पंचायत को लेकर बैठक: [466, 841, 630, 874]
- kundli-house-label: 4: [178, 827, 182, 832]
- sudoku-cell: 1: [80, 714, 92, 726]
- shooter-headline: शूटर गौरव का नेशनल चैंपियनशिप के लिए चयन: [181, 634, 311, 670]
- vocational-col2: प्रशिक्षण कार्यक्रम का भी आज समापन हो गया। इस प्रशिक्षण का मुख्य उद्देश्य राष्ट्रीय शिक्षा नीति 2020 एवं पाठ्यक्रम 2023 के अनुरूप कौशल शिक्षा को अधिक प्रभावी बनाना है। इस अवसर पर डा. विजय सिंह, डा. मंजू यादव, दीपक कुमार, रितु, संदीप, पवन कुमार, राम सिंह, संतोष, मनोज, प्रवीण आदि ने सहयोग किया।: [427, 282, 521, 333]
- sudoku-answer-row: 768912534: [118, 745, 145, 750]
- sudoku-cell: 2: [91, 738, 103, 750]
- planet-box: शनि मीन में राहु कुंभ में केतु सिंह में: [84, 813, 118, 835]
- fasal-subhead-text: 2025-26 के लिए रबी की फसलों का बीमा करवाने की अंतिम तिथि 31 तक: [216, 878, 302, 905]
- zodiac-sign: तुला: [120, 942, 129, 948]
- sudoku-cell: 8: [33, 750, 45, 762]
- kundli-house-label: 11 श.: [128, 773, 140, 778]
- sudoku-banner-title: -डोकू-8109: [67, 634, 111, 644]
- sudoku-cell: [103, 738, 115, 750]
- ad-footer: रोजाना दोपहर 1 बजे | सेवाएं और सु-सुख केंद्र का...: [57, 927, 153, 933]
- planet-box: बुध वृश्चिक में गुरु मिथुन में शुक्र धनु में: [48, 813, 82, 835]
- sudoku-cell: [9, 738, 21, 750]
- quick-read-label: क्विक रीड: [540, 40, 632, 58]
- horoscope-item: ★ कुंभ: मित्रता का लाभ मिलेगा, कारोबारी टूरिज्म, फैशन क्षेत्र में लाभ।: [156, 942, 202, 977]
- tb-headline: टीबी मुक्त बनाने के लिए स्क्रीनिंग बढ़ाएं स्वास्थ्यकर्मी : डा.जीत शर्मा: [331, 643, 521, 685]
- lead-headline: नहीं लगीं स्ट्रीट लाइटें, अंधेरे में डूबा रहता है कृष्ण चौक: [22, 41, 308, 103]
- zodiac-sign: वृष: [22, 905, 29, 911]
- sudoku-cell: [103, 656, 115, 668]
- zodiac-sign: कुंभ: [170, 942, 179, 948]
- sudoku-cell: [91, 703, 103, 715]
- aravali-subhead: [330, 92, 420, 119]
- zodiac-icon: ★: [8, 907, 20, 919]
